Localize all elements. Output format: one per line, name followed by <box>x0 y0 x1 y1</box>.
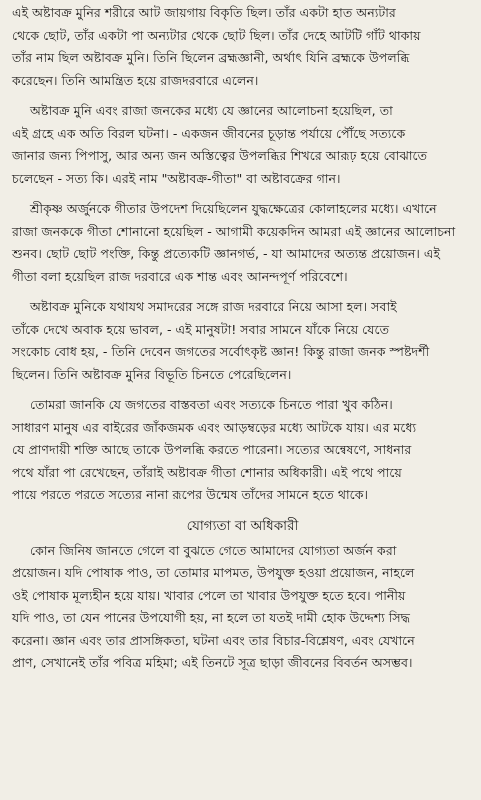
paragraph-gita-context <box>12 198 473 288</box>
text-line: যে প্রাণদায়ী শক্তি আছে তাকে উপলব্ধি করতে পারেনা। সত্যের অন্বেষণে, সাধনার <box>12 442 412 457</box>
text-line: ছিলেন। তিনি অষ্টাবক্র মুনির বিভূতি চিনতে পেরেছিলেন। <box>12 366 292 382</box>
text-line: শুনব। ছোট ছোট পংক্তি, কিন্তু প্রত্যেকটি জ্ঞানগর্ভ, - যা আমাদের অত্যন্ত প্রয়োজন। এই <box>12 246 441 261</box>
text-line: অষ্টাবক্র মুনি এবং রাজা জনকের মধ্যে যে জ্ঞানের আলোচনা হয়েছিল, তা <box>30 103 393 118</box>
paragraph-dialogue <box>12 100 473 190</box>
text-line: ওই পোষাক মূল্যহীন হয়ে যায়। খাবার পেলে তা খাবার উপযুক্ত হতে হবে। পানীয় <box>12 587 406 603</box>
text-line: কোন জিনিষ জানতে গেলে বা বুঝতে গেতে আমাদের যোগ্যতা অর্জন করা <box>30 542 397 558</box>
text-line: তাঁকে দেখে অবাক হয়ে ভাবল, - এই মানুষটা! সবার সামনে যাঁকে নিয়ে যেতে <box>12 321 390 337</box>
text-line: প্রয়োজন। যদি পোষাক পাও, তা তোমার মাপমত, উপযুক্ত হওয়া প্রয়োজন, নাহলে <box>12 565 415 580</box>
text-line: পায়ে পরতে পরতে সত্যের নানা রূপের উন্মেষ তাঁদের সামনে হতে থাকে। <box>12 487 369 502</box>
text-line: তাঁর নাম ছিল অষ্টাবক্র মুনি। তিনি ছিলেন ব্রহ্মজ্ঞানী, অর্থাৎ যিনি ব্রহ্মকে উপলব্ধি <box>12 50 410 65</box>
text-line: এই গ্রহে এক অতি বিরল ঘটনা। - একজন জীবনের চূড়ান্ত পর্যায়ে পৌঁছে সত্যকে <box>12 125 406 141</box>
text-line: পথে যাঁরা পা রেখেছেন, তাঁরাই অষ্টাবক্র গীতা শোনার অধিকারী। এই পথে পায়ে <box>12 464 402 480</box>
text-line: সাধারণ মানুষ এর বাইরের জাঁকজমক এবং আড়ম্বড়ের মধ্যে আটকে যায়। এর মধ্যে <box>12 419 417 435</box>
paragraph-court <box>12 296 473 386</box>
text-line: প্রাণ, সেখানেই তাঁর পবিত্র মহিমা; এই তিনটে সূত্র ছাড়া জীবনের বিবর্তন অসম্ভব। <box>12 655 413 670</box>
text-line: রাজা জনককে গীতা শোনানো হয়েছিল - আগামী কয়েকদিন আমরা এই জ্ঞানের আলোচনা <box>12 223 456 239</box>
text-line: শ্রীকৃষ্ণ অর্জুনকে গীতার উপদেশ দিয়েছিলেন যুদ্ধক্ষেত্রের কোলাহলের মধ্যে। এখানে <box>30 201 437 216</box>
text-line: থেকে ছোট, তাঁর একটা পা অন্যটার থেকে ছোট ছিল। তাঁর দেহে আটটি গাঁট থাকায় <box>12 27 421 43</box>
text-line: তোমরা জানকি যে জগতের বাস্তবতা এবং সত্যকে চিনতে পারা খুব কঠিন। <box>30 397 393 412</box>
text-line: করেছেন। তিনি আমন্ত্রিত হয়ে রাজদরবারে এলেন। <box>12 72 259 88</box>
text-line: গীতা বলা হয়েছিল রাজ দরবারে এক শান্ত এবং আনন্দপূর্ণ পরিবেশে। <box>12 268 348 284</box>
text-line: যদি পাও, তা যেন পানের উপযোগী হয়, না হলে তা যতই দামী হোক উদ্দেশ্য সিদ্ধ <box>12 610 410 625</box>
text-line: সংকোচ বোধ হয়, - তিনি দেবেন জগতের সর্বোৎকৃষ্ট জ্ঞান! কিন্তু রাজা জনক স্পষ্টদর্শী <box>12 344 430 359</box>
paragraph-ashtavakra-intro <box>12 2 473 92</box>
section-heading: যোগ্যতা বা অধিকারী <box>186 517 299 534</box>
text-line: চলেছেন - সত্য কি। এরই নাম "অষ্টাবক্র-গীতা" বা অষ্টাবক্রের গান। <box>12 170 341 186</box>
paragraph-truth <box>12 394 473 507</box>
text-line: জানার জন্য পিপাসু, আর অন্য জন অস্তিত্বের উপলব্ধির শিখরে আরূঢ় হয়ে বোঝাতে <box>12 148 428 163</box>
text-line: অষ্টাবক্র মুনিকে যথাযথ সমাদরের সঙ্গে রাজ দরবারে নিয়ে আসা হল। সবাই <box>30 299 397 314</box>
text-line: করেনা। জ্ঞান এবং তার প্রাসঙ্গিকতা, ঘটনা এবং তার বিচার-বিশ্লেষণ, এবং যেখানে <box>12 632 415 648</box>
paragraph-eligibility <box>12 540 473 675</box>
text-line: এই অষ্টাবক্র মুনির শরীরে আট জায়গায় বিকৃতি ছিল। তাঁর একটা হাত অন্যটার <box>12 5 396 20</box>
